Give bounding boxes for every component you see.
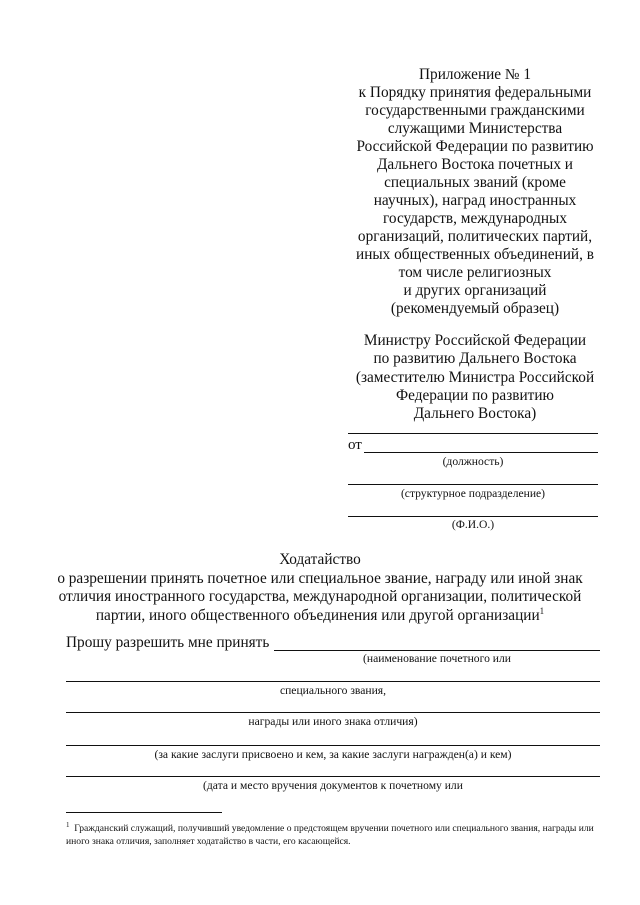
addressee-line: по развитию Дальнего Востока — [373, 350, 577, 368]
department-field-line[interactable] — [348, 484, 598, 485]
petition-subject-line: отличия иностранного государства, международной организации, политической — [58, 588, 582, 605]
delivery-caption: (дата и место вручения документов к почетному или — [203, 779, 463, 792]
appendix-line: государств, международных — [383, 210, 567, 227]
delivery-field-line[interactable] — [66, 776, 600, 777]
appendix-line: и других организаций — [403, 282, 547, 299]
petition-title — [40, 551, 600, 625]
merits-caption: (за какие заслуги присвоено и кем, за какие заслуги награжден(а) и кем) — [154, 748, 512, 761]
appendix-line: Приложение № 1 — [419, 66, 531, 83]
award-name-field-line[interactable] — [274, 650, 600, 651]
appendix-line: научных), наград иностранных — [373, 192, 577, 209]
merits-field-line[interactable] — [66, 745, 600, 746]
award-name-caption: (наименование почетного или — [363, 652, 511, 665]
appendix-line: том числе религиозных — [398, 264, 552, 281]
department-caption: (структурное подразделение) — [400, 487, 546, 500]
footnote-reference: 1 — [539, 605, 545, 616]
special-title-caption: специального звания, — [279, 684, 387, 697]
appendix-line: к Порядку принятия федеральными — [358, 84, 592, 101]
name-field-line[interactable] — [348, 516, 598, 517]
footnote-text: Гражданский служащий, получивший уведомление о предстоящем вручении почетного или специального звания, награды или иного знака отличия, заполняет ходатайство в части, его касающейся. — [66, 823, 594, 847]
petition-heading: Ходатайство — [279, 551, 361, 568]
appendix-line: Российской Федерации по развитию — [356, 138, 594, 155]
appendix-line: специальных званий (кроме — [384, 174, 566, 191]
petition-subject-line: о разрешении принять почетное или специальное звание, награду или иной знак — [57, 569, 583, 587]
footnote — [66, 822, 606, 848]
award-name-field-line-3[interactable] — [66, 712, 600, 713]
appendix-header — [348, 66, 602, 318]
appendix-line: Дальнего Востока почетных и — [376, 156, 573, 173]
request-text: Прошу разрешить мне принять — [66, 634, 270, 651]
appendix-line: государственными гражданскими — [365, 102, 585, 119]
petition-subject-line-last — [40, 607, 600, 626]
addressee-block — [348, 332, 602, 423]
award-name-field-line-2[interactable] — [66, 681, 600, 682]
addressee-line: Дальнего Востока) — [413, 405, 537, 423]
footnote-mark: 1 — [66, 820, 70, 829]
addressee-line: (заместителю Министра Российской — [355, 368, 595, 386]
addressee-line: Министру Российской Федерации — [363, 332, 587, 349]
sender-blank-line-top[interactable] — [348, 433, 598, 434]
award-caption: награды или иного знака отличия) — [248, 715, 418, 728]
addressee-line: Федерации по развитию — [396, 386, 554, 404]
position-caption: (должность) — [442, 455, 504, 468]
footnote-divider — [66, 812, 222, 813]
from-label: от — [348, 437, 362, 453]
appendix-line: служащими Министерства — [387, 120, 563, 137]
appendix-line: (рекомендуемый образец) — [390, 300, 560, 317]
petition-subject-text: партии, иного общественного объединения или другой организации — [95, 606, 540, 624]
appendix-line: организаций, политических партий, — [357, 228, 593, 245]
name-caption: (Ф.И.О.) — [451, 518, 495, 531]
position-field-line[interactable] — [364, 452, 598, 453]
appendix-line: иных общественных объединений, в — [356, 246, 594, 263]
